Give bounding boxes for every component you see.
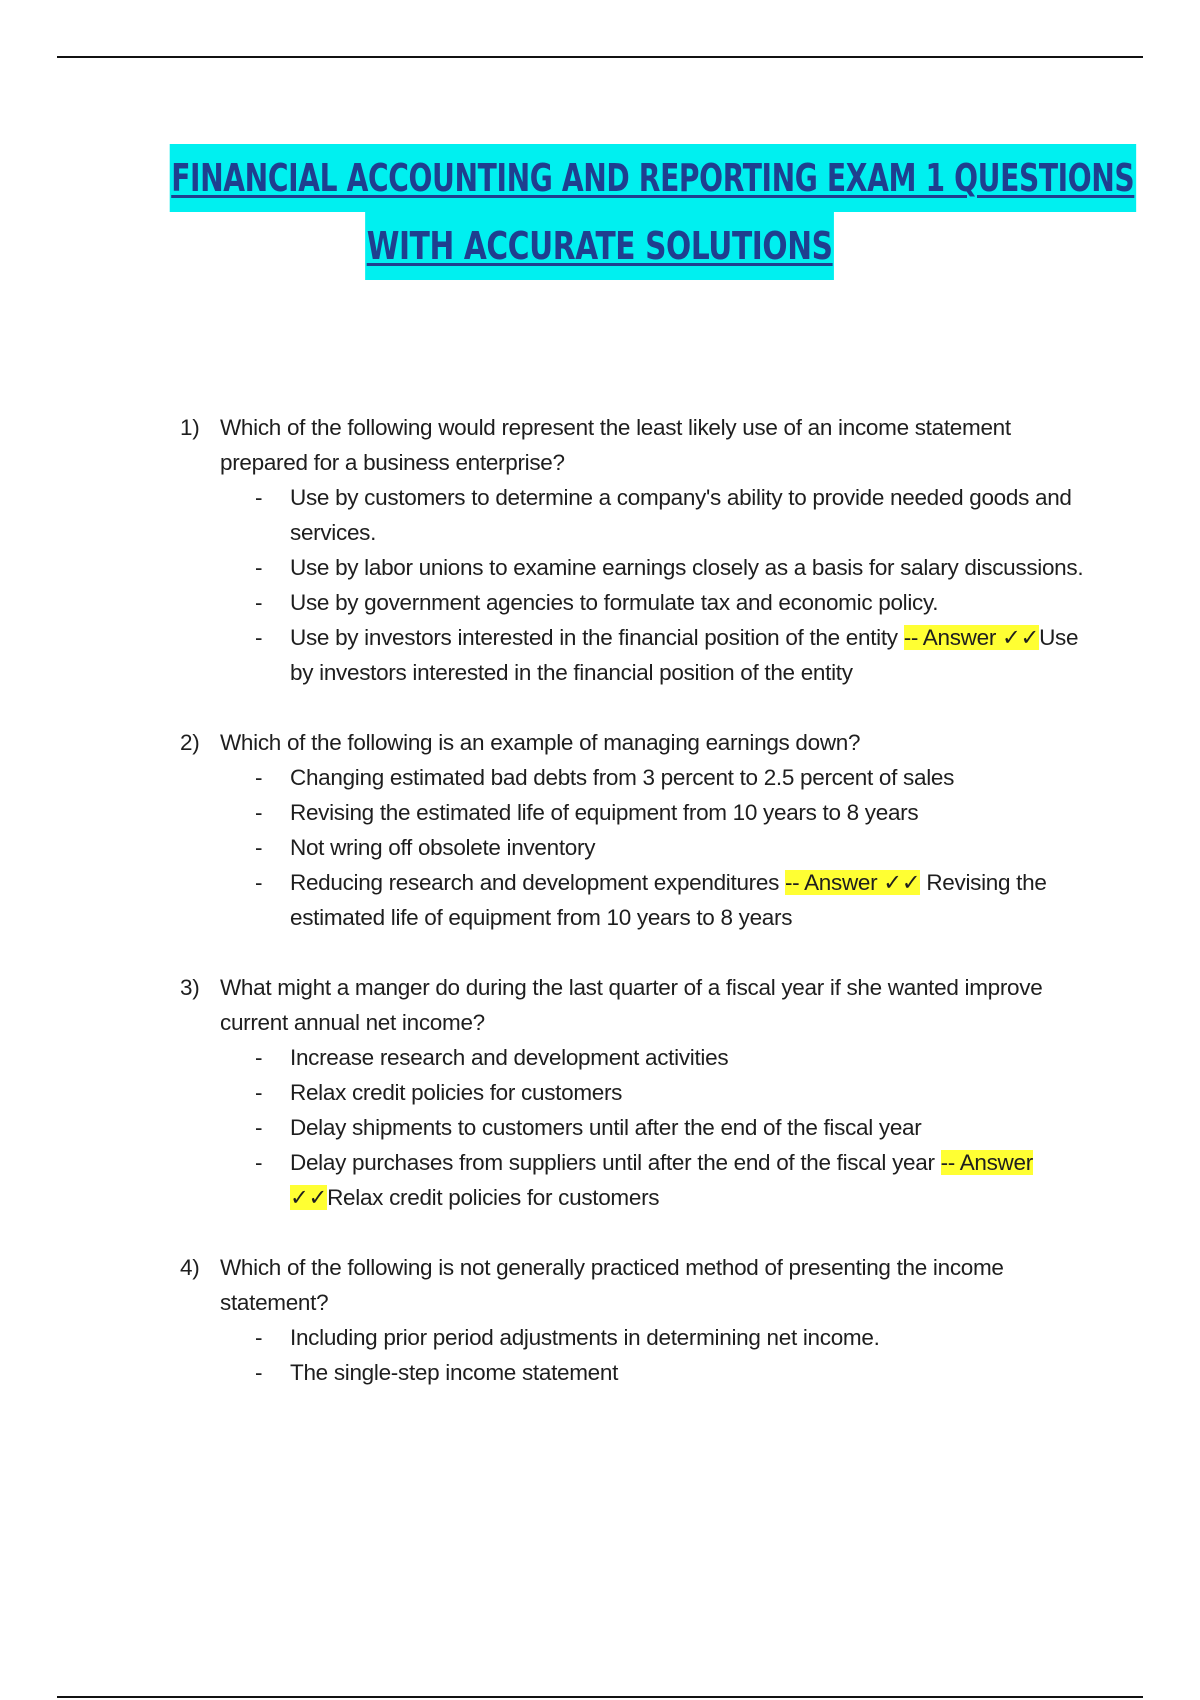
- question-number: 2): [180, 730, 200, 755]
- bullet-dash: -: [255, 1115, 263, 1140]
- bullet-dash: -: [255, 485, 263, 510]
- top-rule: [57, 56, 1143, 58]
- question-number: 4): [180, 1255, 200, 1280]
- option-item: [180, 1355, 1100, 1390]
- question-3: [180, 970, 1100, 1215]
- question-4: [180, 1250, 1100, 1390]
- bullet-dash: -: [255, 1150, 263, 1175]
- option-item: [180, 1075, 1100, 1110]
- bullet-dash: -: [255, 1080, 263, 1105]
- bullet-dash: -: [255, 1045, 263, 1070]
- option-text: Use by investors interested in the financial position of the entity: [290, 625, 898, 650]
- option-list: [180, 1040, 1100, 1215]
- answer-marker: -- Answer ✓✓: [903, 625, 1040, 650]
- option-text: Relax credit policies for customers: [290, 1080, 623, 1105]
- option-item: [180, 760, 1100, 795]
- option-text: Increase research and development activities: [290, 1045, 729, 1070]
- title-line-1: FINANCIAL ACCOUNTING AND REPORTING EXAM 1 QUESTIONS: [170, 144, 1136, 212]
- option-item: [180, 830, 1100, 865]
- bullet-dash: -: [255, 590, 263, 615]
- option-list: [180, 480, 1100, 690]
- bullet-dash: -: [255, 555, 263, 580]
- option-text: Not wring off obsolete inventory: [290, 835, 596, 860]
- bullet-dash: -: [255, 1325, 263, 1350]
- option-item: [180, 550, 1100, 585]
- answer-marker: -- Answer ✓✓: [290, 1150, 1033, 1210]
- question-text: Which of the following is not generally practiced method of presenting the income statement?: [220, 1255, 1004, 1315]
- bullet-dash: -: [255, 870, 263, 895]
- bullet-dash: -: [255, 765, 263, 790]
- answer-text: Use by investors interested in the financial position of the entity: [290, 625, 1079, 685]
- option-item: [180, 795, 1100, 830]
- answer-marker: -- Answer ✓✓: [784, 870, 921, 895]
- question-text: Which of the following would represent the least likely use of an income statement prepared for a business enterprise?: [220, 415, 1011, 475]
- document-title: [0, 144, 1200, 280]
- question-1: [180, 410, 1100, 690]
- option-text: Including prior period adjustments in determining net income.: [290, 1325, 880, 1350]
- option-item: [180, 480, 1100, 550]
- option-text: The single-step income statement: [290, 1360, 619, 1385]
- option-item: [180, 865, 1100, 935]
- option-item: [180, 1320, 1100, 1355]
- answer-text: Relax credit policies for customers: [327, 1185, 660, 1210]
- option-text: Use by government agencies to formulate tax and economic policy.: [290, 590, 939, 615]
- option-item: [180, 585, 1100, 620]
- question-number: 3): [180, 975, 200, 1000]
- option-item: [180, 1145, 1100, 1215]
- question-text: Which of the following is an example of managing earnings down?: [220, 730, 861, 755]
- option-item: [180, 1040, 1100, 1075]
- question-list: [180, 410, 1100, 1425]
- bullet-dash: -: [255, 625, 263, 650]
- option-item: [180, 1110, 1100, 1145]
- option-text: Use by labor unions to examine earnings closely as a basis for salary discussions.: [290, 555, 1084, 580]
- question-2: [180, 725, 1100, 935]
- bottom-rule: [57, 1696, 1143, 1698]
- option-list: [180, 1320, 1100, 1390]
- option-text: Delay shipments to customers until after the end of the fiscal year: [290, 1115, 922, 1140]
- question-text: What might a manger do during the last quarter of a fiscal year if she wanted improve current annual net income?: [220, 975, 1043, 1035]
- bullet-dash: -: [255, 1360, 263, 1385]
- question-number: 1): [180, 415, 200, 440]
- option-text: Use by customers to determine a company's ability to provide needed goods and services.: [290, 485, 1072, 545]
- option-text: Revising the estimated life of equipment from 10 years to 8 years: [290, 800, 919, 825]
- option-list: [180, 760, 1100, 935]
- option-text: Changing estimated bad debts from 3 percent to 2.5 percent of sales: [290, 765, 955, 790]
- title-line-2: WITH ACCURATE SOLUTIONS: [365, 212, 834, 280]
- answer-text: Revising the estimated life of equipment from 10 years to 8 years: [290, 870, 1047, 930]
- option-item: [180, 620, 1100, 690]
- bullet-dash: -: [255, 800, 263, 825]
- bullet-dash: -: [255, 835, 263, 860]
- option-text: Delay purchases from suppliers until after the end of the fiscal year: [290, 1150, 935, 1175]
- option-text: Reducing research and development expenditures: [290, 870, 780, 895]
